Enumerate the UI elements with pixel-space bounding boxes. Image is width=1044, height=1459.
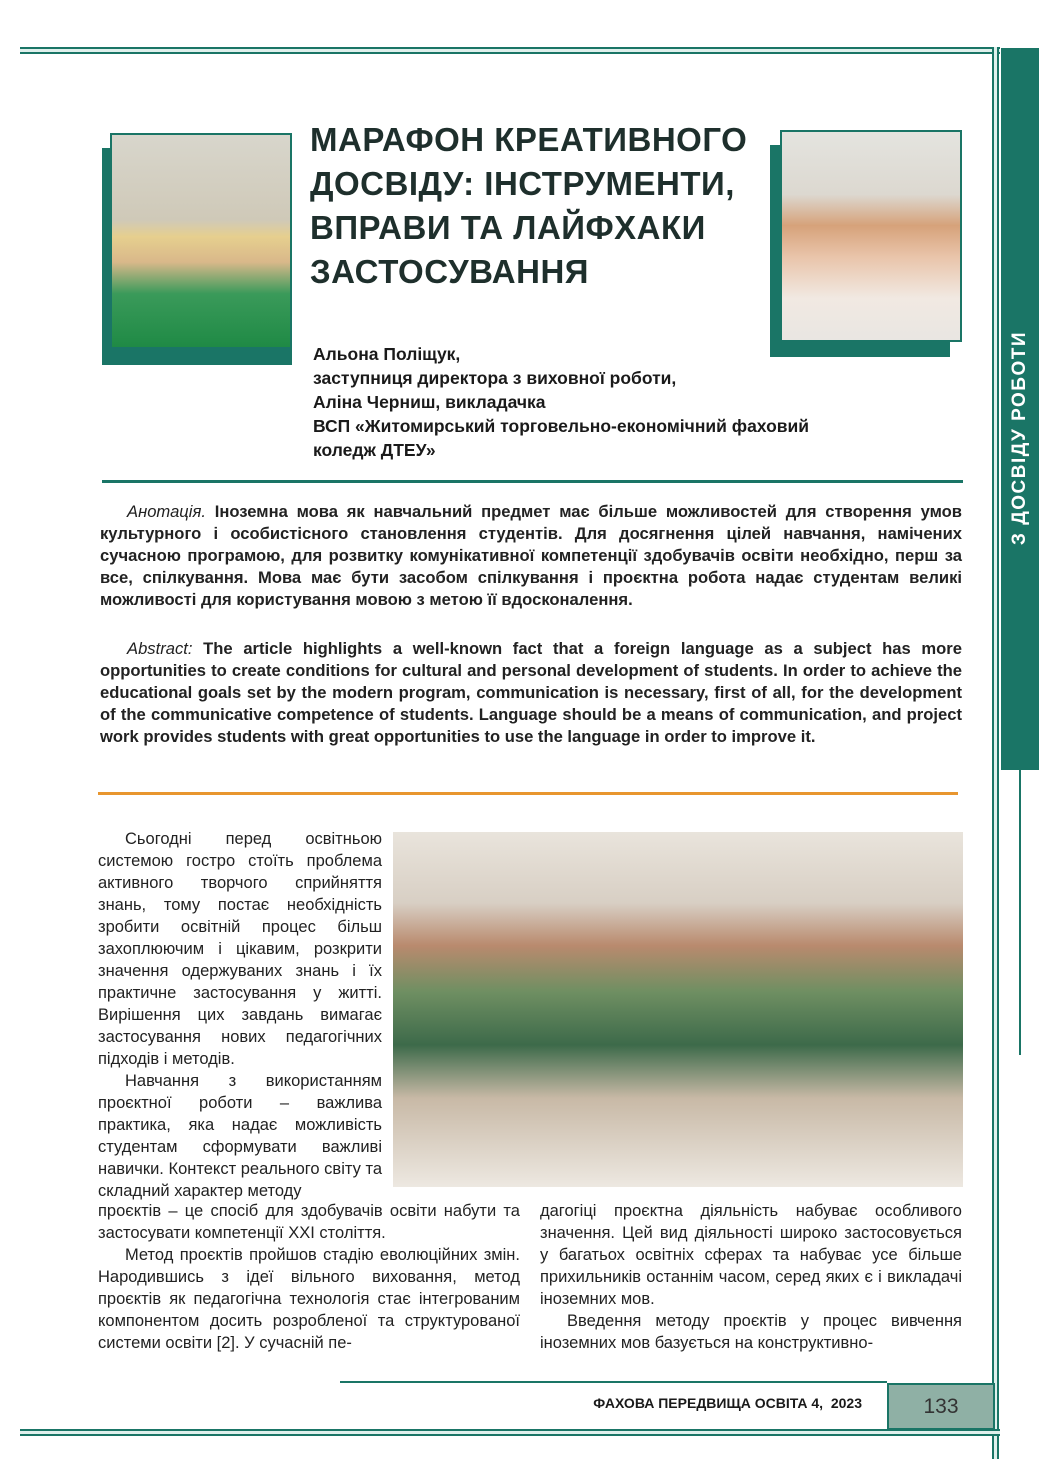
right-frame-line [992, 47, 999, 1459]
article-title: МАРАФОН КРЕАТИВНОГО ДОСВІДУ: ІНСТРУМЕНТИ, ВПРАВИ ТА ЛАЙФХАКИ ЗАСТОСУВАННЯ [310, 121, 748, 290]
page-number: 133 [887, 1383, 995, 1430]
body-text: дагогіці проєктна діяльність набуває особливого значення. Цей вид діяльності широко застосовується у багатьох освітніх сферах та набуває усе більше прихильників останнім часом, серед яких є і викладачі іноземних мов. [540, 1202, 962, 1308]
abstract-text: The article highlights a well-known fact that a foreign language as a subject has more opportunities to create conditions for cultural and personal development of students. In order to achieve the educational goals set by the modern program, communication is necessary, first of all, for the development of the communicative competence of students. Language should be a means of communication, and project work provides students with great opportunities to use the language in order to improve it. [100, 639, 962, 746]
body-paragraph: Навчання з використанням проєктної роботи – важлива практика, яка надає можливість студентам сформувати важливі навички. Контекст реального світу та складний характер методу [98, 1072, 382, 1200]
body-column-left [98, 1200, 520, 1354]
journal-name: ФАХОВА ПЕРЕДВИЩА ОСВІТА 4, 2023 [593, 1395, 862, 1411]
author-photo-polishchuk [110, 133, 292, 349]
annotation-text: Іноземна мова як навчальний предмет має більше можливостей для створення умов культурного і особистісного становлення студентів. Для досягнення цілей навчання, намічених сучасною програмою, для розвитку комунікативної компетенції здобувачів освіти необхідно, перш за все, спілкування. Мова має бути засобом спілкування і проєктна робота надає студентам великі можливості для користування мовою з метою її вдосконалення. [100, 502, 962, 609]
footer-line [340, 1381, 887, 1383]
orange-divider [98, 792, 958, 795]
annotation-label: Анотація. [127, 502, 206, 521]
section-label: З ДОСВІДУ РОБОТИ [1009, 331, 1030, 545]
top-frame-line [20, 47, 1000, 54]
body-paragraph: Метод проєктів пройшов стадію еволюційних змін. Народившись з ідеї вільного виховання, метод проєктів як педагогічна технологія стає інтегрованим компонентом досить розробленої та структурованої системи освіти [2]. У сучасній пе- [98, 1246, 520, 1352]
author-line: Альона Поліщук, [313, 344, 461, 364]
annotation [100, 501, 962, 611]
body-text: проєктів – це спосіб для здобувачів освіти набути та застосувати компетенції XXI століття. [98, 1202, 520, 1242]
author-line: заступниця директора з виховної роботи, [313, 368, 677, 388]
classroom-photo [393, 832, 963, 1187]
author-line: ВСП «Житомирський торговельно-економічний фаховий [313, 416, 810, 436]
abstract-label: Abstract: [127, 639, 193, 658]
body-column-1 [98, 828, 382, 1202]
sidebar-thin-line [1019, 770, 1021, 1055]
body-paragraph: Введення методу проєктів у процес вивчення іноземних мов базується на конструктивно- [540, 1312, 962, 1352]
teal-divider [102, 480, 963, 483]
abstract [100, 638, 962, 748]
body-column-right [540, 1200, 962, 1354]
authors-block [313, 342, 913, 462]
bottom-frame-line [20, 1429, 1000, 1436]
author-line: коледж ДТЕУ» [313, 440, 436, 460]
body-paragraph: Сьогодні перед освітньою системою гостро стоїть проблема активного творчого сприйняття знань, тому постає необхідність зробити освітній процес більш захоплюючим і цікавим, розкрити значення одержуваних знань і їх практичне застосування у житті. Вирішення цих завдань вимагає застосування нових педагогічних підходів і методів. [98, 830, 382, 1068]
section-sidebar [1001, 48, 1039, 770]
author-line: Аліна Черниш, викладачка [313, 392, 546, 412]
author-photo-chernysh [780, 130, 962, 342]
